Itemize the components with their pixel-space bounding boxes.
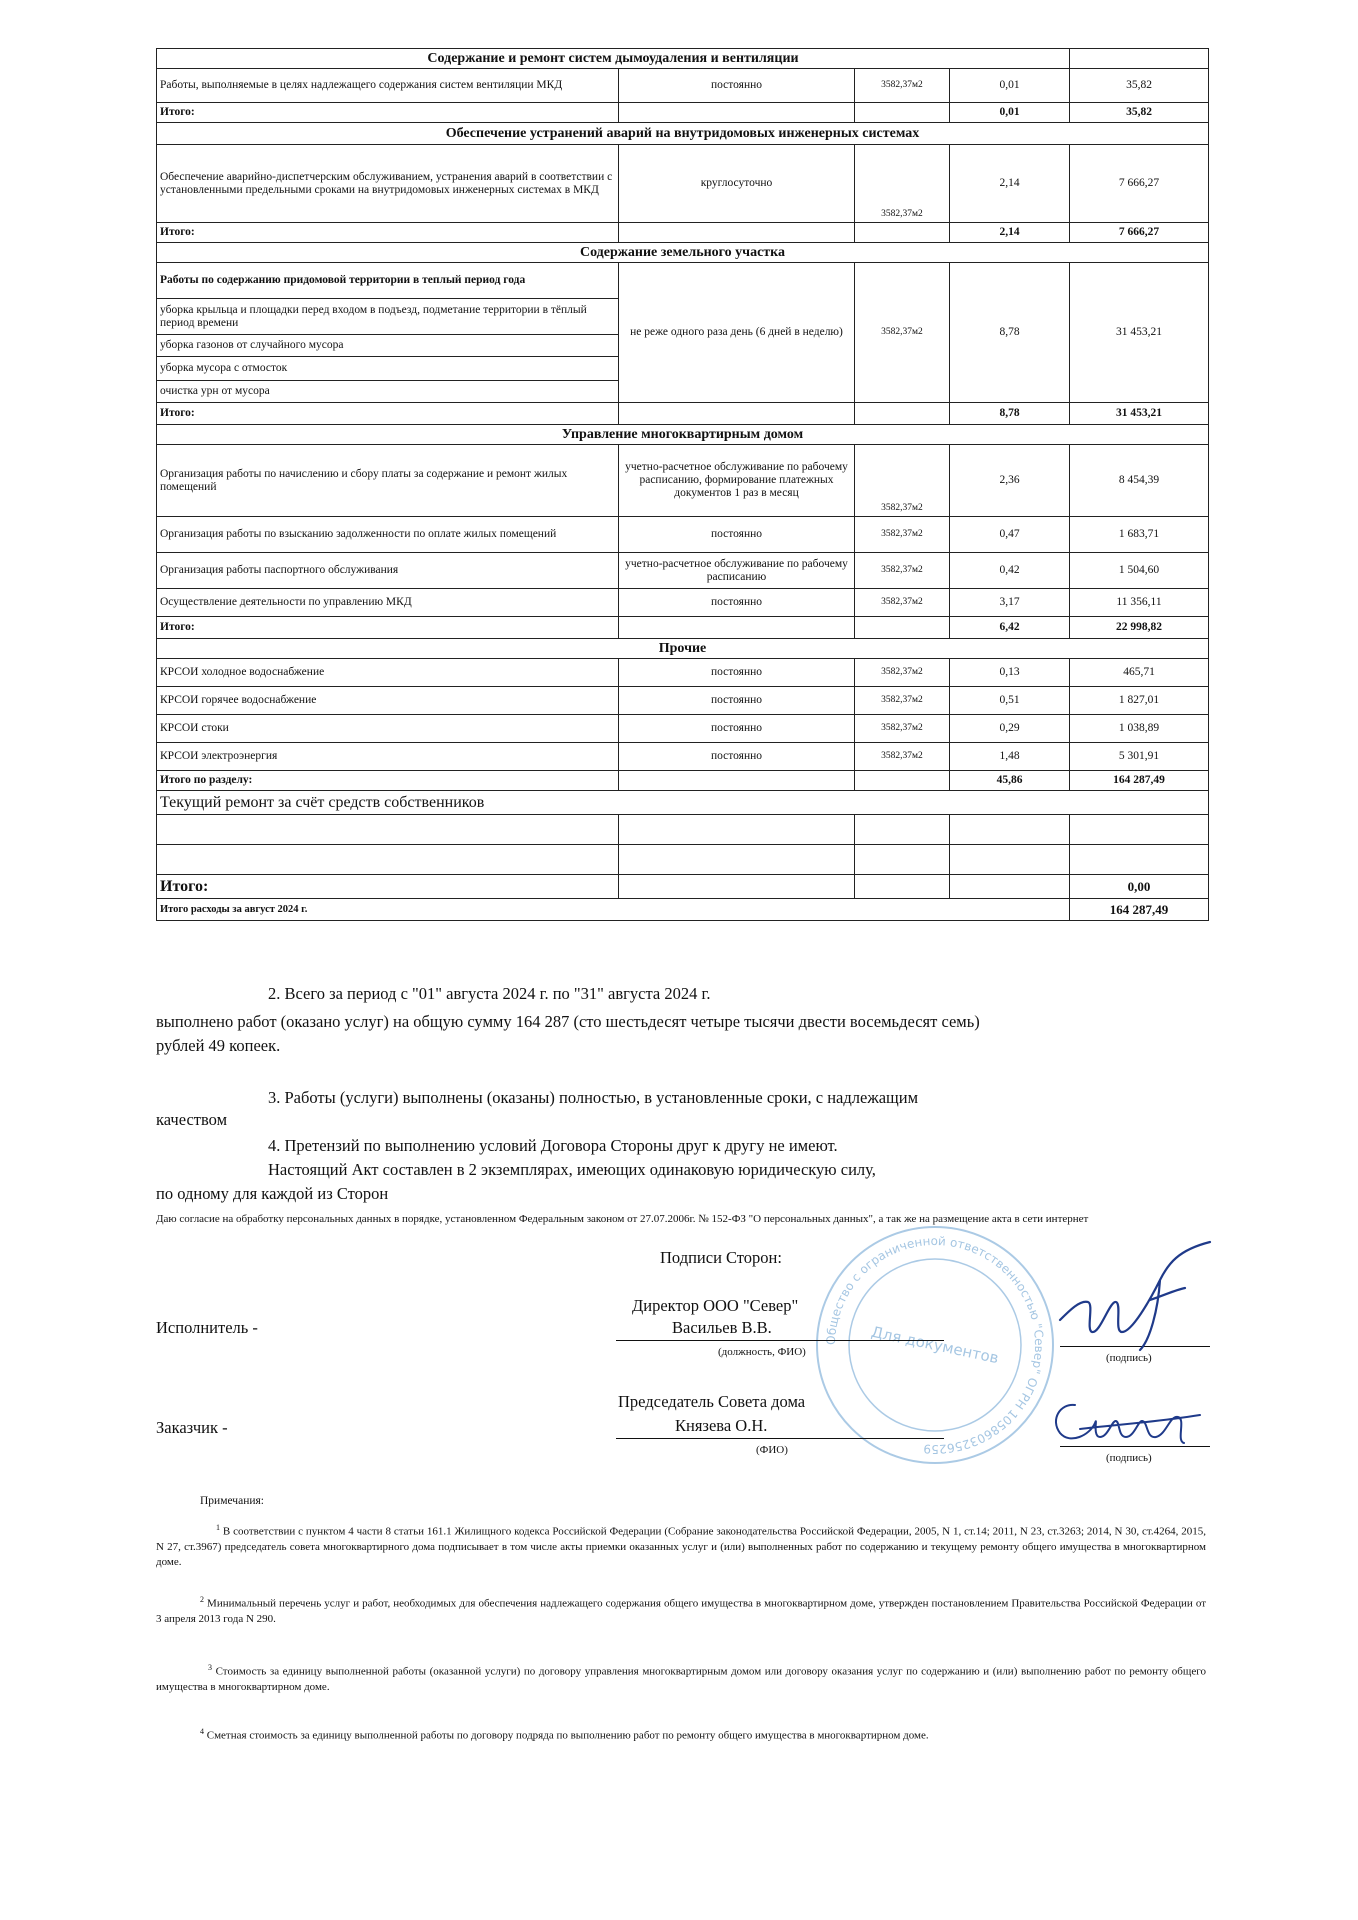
section-title: Прочие — [157, 639, 1209, 659]
work-rate: 0,29 — [950, 715, 1070, 743]
work-name: КРСОИ электроэнергия — [157, 743, 619, 771]
note-1-text: В соответствии с пунктом 4 части 8 статьи 161.1 Жилищного кодекса Российской Федерации (Собрание законодательства Российской Федерации, 2005, N 1, ст.14; 2011, N 23, ст.3263; 2014, N 30, ст.4264, 2015, N 27, ст.3967) председатель совета многоквартирного дома подписывает в том числе акты приемки оказанных услуг и (или) выполненных работ по содержанию и текущему ремонту общего имущества в многоквартирном доме. — [156, 1525, 1207, 1568]
note-3: $^3$ Стоимость за единицу выполненной работы (оказанной услуги) по договору управления многоквартирным домом или договору оказания услуг по содержанию и (или) выполнению работ по ремонту общего имущества в многоквартирном доме. — [156, 1663, 1206, 1693]
work-area: 3582,37м2 — [855, 553, 950, 589]
paragraph-4: 4. Претензий по выполнению условий Договора Стороны друг к другу не имеют. — [268, 1136, 838, 1155]
total-sum: 0,00 — [1070, 875, 1209, 899]
grand-total-label: Итого расходы за август 2024 г. — [157, 899, 1070, 921]
table-row-empty — [157, 815, 1209, 845]
total-rate: 2,14 — [950, 223, 1070, 243]
work-period: учетно-расчетное обслуживание по рабочему расписанию, формирование платежных документов 1 раз в месяц — [619, 445, 855, 517]
total-row — [157, 103, 1209, 123]
table-row-empty — [157, 845, 1209, 875]
total-rate: 8,78 — [950, 403, 1070, 425]
work-area: 3582,37м2 — [855, 69, 950, 103]
section-header-emergency — [157, 123, 1209, 145]
work-period: круглосуточно — [619, 145, 855, 223]
work-rate: 0,42 — [950, 553, 1070, 589]
table-row — [157, 715, 1209, 743]
work-rate: 0,47 — [950, 517, 1070, 553]
table-row — [157, 69, 1209, 103]
customer-position: Председатель Совета дома — [618, 1392, 806, 1411]
work-sum: 1 827,01 — [1070, 687, 1209, 715]
table-row — [157, 687, 1209, 715]
work-area: 3582,37м2 — [855, 687, 950, 715]
note-4-text: Сметная стоимость за единицу выполненной работы по договору подряда по выполнению работ по ремонту общего имущества в многоквартирном доме. — [206, 1729, 929, 1742]
total-label: Итого: — [157, 875, 619, 899]
work-rate: 0,51 — [950, 687, 1070, 715]
total-sum: 22 998,82 — [1070, 617, 1209, 639]
total-label: Итого: — [157, 223, 619, 243]
personal-data-consent: Даю согласие на обработку персональных данных в порядке, установленном Федеральным законом от 27.07.2006г. № 152-ФЗ "О персональных данных", а так же на размещение акта в сети интернет — [156, 1213, 1089, 1225]
grand-total-row — [157, 899, 1209, 921]
work-name: Организация работы по начислению и сбору платы за содержание и ремонт жилых помещений — [157, 445, 619, 517]
work-sum: 35,82 — [1070, 69, 1209, 103]
work-sum: 5 301,91 — [1070, 743, 1209, 771]
section-header-repair — [157, 791, 1209, 815]
work-period: постоянно — [619, 659, 855, 687]
total-label: Итого по разделу: — [157, 771, 619, 791]
customer-caption: (ФИО) — [756, 1444, 788, 1456]
work-sum: 1 683,71 — [1070, 517, 1209, 553]
work-area: 3582,37м2 — [855, 445, 950, 517]
paragraph-2-line-3: рублей 49 копеек. — [156, 1036, 281, 1055]
work-area: 3582,37м2 — [855, 589, 950, 617]
work-period: постоянно — [619, 743, 855, 771]
work-rate: 1,48 — [950, 743, 1070, 771]
work-period: учетно-расчетное обслуживание по рабочему расписанию — [619, 553, 855, 589]
total-label: Итого: — [157, 617, 619, 639]
work-area: 3582,37м2 — [855, 517, 950, 553]
table-row — [157, 145, 1209, 223]
work-sum: 31 453,21 — [1070, 263, 1209, 403]
customer-name: Князева О.Н. — [675, 1416, 768, 1435]
work-name: КРСОИ горячее водоснабжение — [157, 687, 619, 715]
total-sum: 31 453,21 — [1070, 403, 1209, 425]
section-header-smoke — [157, 49, 1209, 69]
stamp-ring-text: Общество с ограниченной ответственностью "Север" ОГРН 1058603256259 — [823, 1233, 1047, 1457]
table-row — [157, 445, 1209, 517]
work-rate: 2,14 — [950, 145, 1070, 223]
customer-sign-caption: (подпись) — [1106, 1452, 1152, 1464]
section-header-land — [157, 243, 1209, 263]
work-name: Организация работы по взысканию задолженности по оплате жилых помещений — [157, 517, 619, 553]
work-sum: 1 038,89 — [1070, 715, 1209, 743]
work-area: 3582,37м2 — [855, 715, 950, 743]
executor-name: Васильев В.В. — [672, 1318, 772, 1337]
table-row — [157, 517, 1209, 553]
work-period: постоянно — [619, 687, 855, 715]
paragraph-3-line-2: качеством — [156, 1110, 228, 1129]
total-sum: 164 287,49 — [1070, 771, 1209, 791]
section-title: Обеспечение устранений аварий на внутридомовых инженерных системах — [157, 123, 1209, 145]
work-area: 3582,37м2 — [855, 263, 950, 403]
paragraph-5-line-2: по одному для каждой из Сторон — [156, 1184, 389, 1203]
paragraph-5-line-1: Настоящий Акт составлен в 2 экземплярах, имеющих одинаковую юридическую силу, — [268, 1160, 876, 1179]
paragraph-3-line-1: 3. Работы (услуги) выполнены (оказаны) полностью, в установленные сроки, с надлежащим — [268, 1088, 919, 1107]
total-row — [157, 771, 1209, 791]
table-row — [157, 743, 1209, 771]
total-label: Итого: — [157, 103, 619, 123]
work-rate: 0,13 — [950, 659, 1070, 687]
stamp-center-text: Для документов — [869, 1322, 1001, 1368]
total-rate: 0,01 — [950, 103, 1070, 123]
executor-position: Директор ООО "Север" — [632, 1296, 799, 1315]
total-label: Итого: — [157, 403, 619, 425]
total-row — [157, 875, 1209, 899]
section-title: Содержание земельного участка — [157, 243, 1209, 263]
table-row — [157, 553, 1209, 589]
section-title: Текущий ремонт за счёт средств собственников — [157, 791, 1209, 815]
table-row — [157, 263, 1209, 299]
work-period: постоянно — [619, 715, 855, 743]
executor-label: Исполнитель - — [156, 1318, 258, 1337]
executor-name-line — [616, 1340, 944, 1341]
work-sum: 7 666,27 — [1070, 145, 1209, 223]
company-stamp — [810, 1215, 1060, 1475]
total-sum: 35,82 — [1070, 103, 1209, 123]
total-row — [157, 617, 1209, 639]
total-rate: 6,42 — [950, 617, 1070, 639]
work-rate: 0,01 — [950, 69, 1070, 103]
work-name: Организация работы паспортного обслуживания — [157, 553, 619, 589]
work-name: Осуществление деятельности по управлению МКД — [157, 589, 619, 617]
work-area: 3582,37м2 — [855, 743, 950, 771]
work-period: не реже одного раза день (6 дней в неделю) — [619, 263, 855, 403]
total-row — [157, 223, 1209, 243]
total-sum: 7 666,27 — [1070, 223, 1209, 243]
section-header-management — [157, 425, 1209, 445]
executor-caption: (должность, ФИО) — [718, 1346, 806, 1358]
note-4: $^4$ Сметная стоимость за единицу выполненной работы по договору подряда по выполнению работ по ремонту общего имущества в многоквартирном доме. — [200, 1727, 929, 1742]
services-table — [156, 48, 1209, 921]
work-name: Обеспечение аварийно-диспетчерским обслуживанием, устранения аварий в соответствии с установленными предельными сроками на внутридомовых инженерных системах в МКД — [157, 145, 619, 223]
work-item: уборка крыльца и площадки перед входом в подъезд, подметание территории в тёплый период времени — [157, 299, 619, 335]
work-sum: 11 356,11 — [1070, 589, 1209, 617]
work-name: КРСОИ стоки — [157, 715, 619, 743]
work-sum: 1 504,60 — [1070, 553, 1209, 589]
customer-label: Заказчик - — [156, 1418, 228, 1437]
notes-title: Примечания: — [200, 1495, 264, 1507]
note-2-text: Минимальный перечень услуг и работ, необходимых для обеспечения надлежащего содержания общего имущества в многоквартирном доме, утвержден постановлением Правительства Российской Федерации от 3 апреля 2013 года N 290. — [156, 1597, 1206, 1625]
table-row — [157, 589, 1209, 617]
note-3-text: Стоимость за единицу выполненной работы (оказанной услуги) по договору управления многоквартирным домом или договору оказания услуг по содержанию и (или) выполнению работ по ремонту общего имущества в многоквартирном доме. — [156, 1665, 1206, 1693]
work-rate: 3,17 — [950, 589, 1070, 617]
signatures-title: Подписи Сторон: — [660, 1248, 782, 1267]
section-header-other — [157, 639, 1209, 659]
total-rate: 45,86 — [950, 771, 1070, 791]
work-rate: 2,36 — [950, 445, 1070, 517]
executor-signature — [1050, 1240, 1230, 1355]
customer-name-line — [616, 1438, 944, 1439]
work-period: постоянно — [619, 517, 855, 553]
note-1: $^1$ В соответствии с пунктом 4 части 8 статьи 161.1 Жилищного кодекса Российской Федерации (Собрание законодательства Российской Федерации, 2005, N 1, ст.14; 2011, N 23, ст.3263; 2014, N 30, ст.4264, 2015, N 27, ст.3967) председатель совета многоквартирного дома подписывает в том числе акты приемки оказанных услуг и (или) выполненных работ по содержанию и текущему ремонту общего имущества в многоквартирном доме. — [156, 1523, 1207, 1568]
customer-signature — [1040, 1385, 1210, 1455]
section-title: Содержание и ремонт систем дымоудаления и вентиляции — [157, 49, 1070, 69]
executor-sign-caption: (подпись) — [1106, 1352, 1152, 1364]
paragraph-2-line-2: выполнено работ (оказано услуг) на общую сумму 164 287 (сто шестьдесят четыре тысячи двести восемьдесят семь) — [156, 1012, 980, 1031]
work-area: 3582,37м2 — [855, 145, 950, 223]
work-sum: 465,71 — [1070, 659, 1209, 687]
work-item: очистка урн от мусора — [157, 381, 619, 403]
work-period: постоянно — [619, 589, 855, 617]
work-name: Работы, выполняемые в целях надлежащего содержания систем вентиляции МКД — [157, 69, 619, 103]
paragraph-2-line-1: 2. Всего за период с "01" августа 2024 г. по "31" августа 2024 г. — [268, 984, 711, 1003]
note-2: $^2$ Минимальный перечень услуг и работ, необходимых для обеспечения надлежащего содержания общего имущества в многоквартирном доме, утвержден постановлением Правительства Российской Федерации от 3 апреля 2013 года N 290. — [156, 1595, 1206, 1625]
section-title: Управление многоквартирным домом — [157, 425, 1209, 445]
work-item: уборка мусора с отмосток — [157, 357, 619, 381]
work-rate: 8,78 — [950, 263, 1070, 403]
work-group-header: Работы по содержанию придомовой территории в теплый период года — [157, 263, 619, 299]
grand-total-sum: 164 287,49 — [1070, 899, 1209, 921]
table-row — [157, 659, 1209, 687]
work-period: постоянно — [619, 69, 855, 103]
work-item: уборка газонов от случайного мусора — [157, 335, 619, 357]
total-row — [157, 403, 1209, 425]
work-sum: 8 454,39 — [1070, 445, 1209, 517]
work-name: КРСОИ холодное водоснабжение — [157, 659, 619, 687]
work-area: 3582,37м2 — [855, 659, 950, 687]
